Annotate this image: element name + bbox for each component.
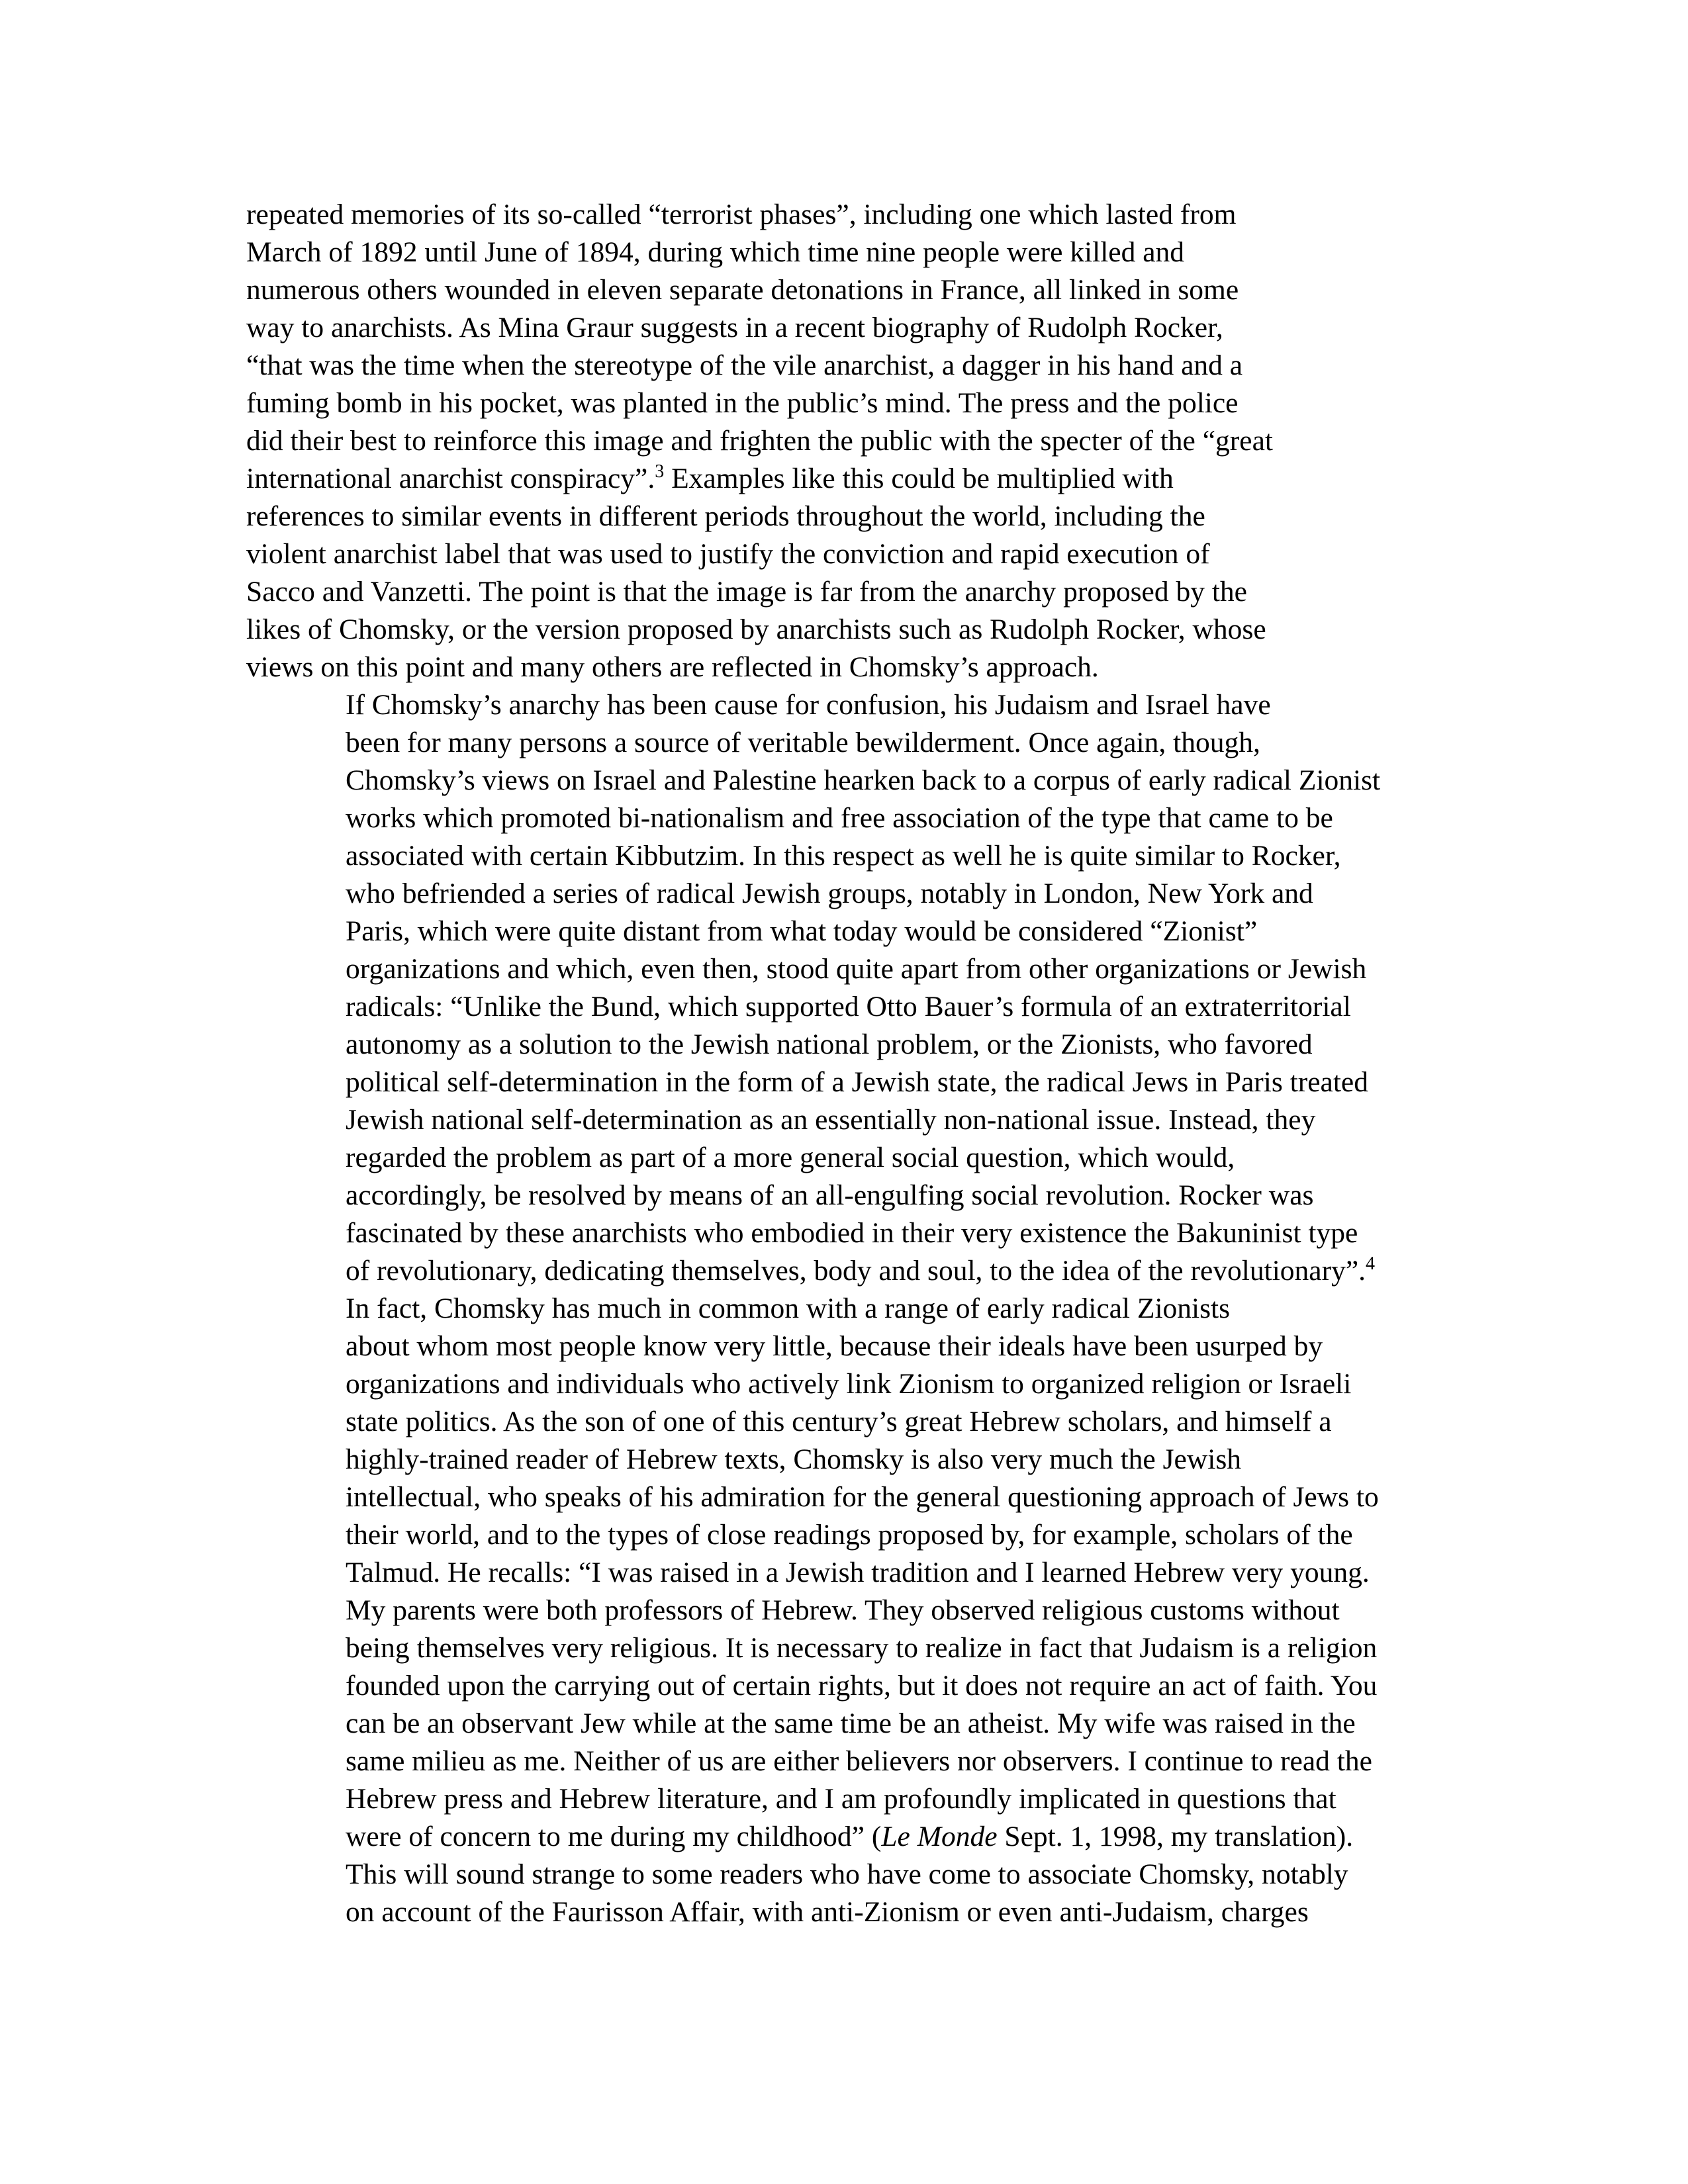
text-run: organizations and individuals who actively link Zionism to organized religion or Israeli	[346, 1368, 1352, 1400]
text-run: radicals: “Unlike the Bund, which supported Otto Bauer’s formula of an extraterritorial	[346, 991, 1351, 1023]
text-line	[246, 875, 1443, 913]
text-run: “that was the time when the stereotype of the vile anarchist, a dagger in his hand and a	[246, 349, 1243, 381]
text-line	[246, 196, 1443, 234]
text-run: associated with certain Kibbutzim. In this respect as well he is quite similar to Rocker,	[346, 840, 1341, 872]
text-line	[246, 913, 1443, 950]
text-run: intellectual, who speaks of his admiration for the general questioning approach of Jews to	[346, 1481, 1379, 1513]
paragraph	[246, 196, 1443, 686]
text-run: political self-determination in the form of a Jewish state, the radical Jews in Paris treated	[346, 1066, 1368, 1098]
text-run: March of 1892 until June of 1894, during which time nine people were killed and	[246, 236, 1185, 268]
text-line	[246, 1064, 1443, 1101]
text-line	[246, 1893, 1443, 1931]
document-page	[246, 196, 1443, 1931]
text-run: views on this point and many others are reflected in Chomsky’s approach.	[246, 651, 1099, 683]
text-line	[246, 686, 1443, 724]
text-run: references to similar events in different periods throughout the world, including the	[246, 500, 1205, 532]
text-line	[246, 1856, 1443, 1893]
text-line	[246, 271, 1443, 309]
text-run: regarded the problem as part of a more general social question, which would,	[346, 1142, 1235, 1173]
text-line	[246, 1365, 1443, 1403]
text-run: highly-trained reader of Hebrew texts, Chomsky is also very much the Jewish	[346, 1443, 1242, 1475]
text-run: about whom most people know very little, because their ideals have been usurped by	[346, 1330, 1323, 1362]
text-run: violent anarchist label that was used to justify the conviction and rapid execution of	[246, 538, 1210, 570]
text-line	[246, 1026, 1443, 1064]
text-line	[246, 988, 1443, 1026]
text-line	[246, 1780, 1443, 1818]
text-line	[246, 1139, 1443, 1177]
text-run: works which promoted bi-nationalism and free association of the type that came to be	[346, 802, 1333, 834]
text-run: Jewish national self-determination as an essentially non-national issue. Instead, they	[346, 1104, 1316, 1136]
text-line	[246, 1252, 1443, 1290]
text-run: likes of Chomsky, or the version proposed by anarchists such as Rudolph Rocker, whose	[246, 614, 1266, 645]
text-line	[246, 1743, 1443, 1780]
text-line	[246, 724, 1443, 762]
text-line	[246, 422, 1443, 460]
paragraph	[246, 686, 1443, 1290]
text-run: Talmud. He recalls: “I was raised in a Jewish tradition and I learned Hebrew very young.	[346, 1557, 1370, 1588]
text-line	[246, 649, 1443, 686]
text-run: repeated memories of its so-called “terrorist phases”, including one which lasted from	[246, 199, 1237, 230]
text-run: Sept. 1, 1998, my translation).	[997, 1821, 1354, 1852]
text-line	[246, 1516, 1443, 1554]
text-line	[246, 1629, 1443, 1667]
text-line	[246, 1479, 1443, 1516]
footnote-reference: 4	[1366, 1253, 1376, 1274]
text-line	[246, 1818, 1443, 1856]
text-line	[246, 1592, 1443, 1629]
body-text	[246, 196, 1443, 1931]
text-run: fascinated by these anarchists who embodied in their very existence the Bakuninist type	[346, 1217, 1358, 1249]
text-run: This will sound strange to some readers who have come to associate Chomsky, notably	[346, 1858, 1348, 1890]
text-run: If Chomsky’s anarchy has been cause for confusion, his Judaism and Israel have	[346, 689, 1271, 721]
text-line	[246, 762, 1443, 799]
paragraph	[246, 1290, 1443, 1931]
text-run: can be an observant Jew while at the same time be an atheist. My wife was raised in the	[346, 1707, 1356, 1739]
text-run: fuming bomb in his pocket, was planted in the public’s mind. The press and the police	[246, 387, 1239, 419]
text-line	[246, 1403, 1443, 1441]
text-line	[246, 1101, 1443, 1139]
text-run: being themselves very religious. It is necessary to realize in fact that Judaism is a religion	[346, 1632, 1378, 1664]
footnote-reference: 3	[655, 461, 665, 482]
text-run: Chomsky’s views on Israel and Palestine hearken back to a corpus of early radical Zionist	[346, 764, 1381, 796]
text-run: founded upon the carrying out of certain rights, but it does not require an act of faith. You	[346, 1670, 1378, 1702]
text-run: accordingly, be resolved by means of an all-engulfing social revolution. Rocker was	[346, 1179, 1314, 1211]
text-line	[246, 1554, 1443, 1592]
text-line	[246, 234, 1443, 271]
text-line	[246, 950, 1443, 988]
text-line	[246, 837, 1443, 875]
text-run: My parents were both professors of Hebrew. They observed religious customs without	[346, 1594, 1340, 1626]
text-run: state politics. As the son of one of this century’s great Hebrew scholars, and himself a	[346, 1406, 1332, 1437]
text-line	[246, 611, 1443, 649]
text-line	[246, 799, 1443, 837]
text-run: their world, and to the types of close readings proposed by, for example, scholars of the	[346, 1519, 1353, 1551]
text-run: did their best to reinforce this image and frighten the public with the specter of the “great	[246, 425, 1273, 457]
text-run: on account of the Faurisson Affair, with anti-Zionism or even anti-Judaism, charges	[346, 1896, 1309, 1928]
text-run: autonomy as a solution to the Jewish national problem, or the Zionists, who favored	[346, 1028, 1313, 1060]
text-line	[246, 1214, 1443, 1252]
italic-title: Le Monde	[881, 1821, 998, 1852]
text-line	[246, 1290, 1443, 1328]
text-line	[246, 498, 1443, 535]
text-run: In fact, Chomsky has much in common with a range of early radical Zionists	[346, 1293, 1231, 1324]
text-line	[246, 309, 1443, 347]
text-line	[246, 535, 1443, 573]
text-line	[246, 460, 1443, 498]
text-run: organizations and which, even then, stood quite apart from other organizations or Jewish	[346, 953, 1367, 985]
text-run: Examples like this could be multiplied with	[664, 463, 1174, 494]
text-run: international anarchist conspiracy”.	[246, 463, 655, 494]
text-run: same milieu as me. Neither of us are either believers nor observers. I continue to read the	[346, 1745, 1372, 1777]
text-run: Hebrew press and Hebrew literature, and I am profoundly implicated in questions that	[346, 1783, 1336, 1815]
text-run: were of concern to me during my childhood” (	[346, 1821, 882, 1852]
text-run: way to anarchists. As Mina Graur suggests in a recent biography of Rudolph Rocker,	[246, 312, 1223, 343]
text-line	[246, 1441, 1443, 1479]
text-line	[246, 347, 1443, 385]
text-line	[246, 573, 1443, 611]
text-run: who befriended a series of radical Jewish groups, notably in London, New York and	[346, 878, 1313, 909]
text-run: Paris, which were quite distant from what today would be considered “Zionist”	[346, 915, 1258, 947]
text-run: numerous others wounded in eleven separate detonations in France, all linked in some	[246, 274, 1239, 306]
text-line	[246, 1328, 1443, 1365]
text-line	[246, 1667, 1443, 1705]
text-run: been for many persons a source of veritable bewilderment. Once again, though,	[346, 727, 1260, 758]
text-line	[246, 1705, 1443, 1743]
text-line	[246, 1177, 1443, 1214]
text-run: Sacco and Vanzetti. The point is that the image is far from the anarchy proposed by the	[246, 576, 1247, 608]
text-run: of revolutionary, dedicating themselves, body and soul, to the idea of the revolutionary”.	[346, 1255, 1366, 1287]
text-line	[246, 385, 1443, 422]
